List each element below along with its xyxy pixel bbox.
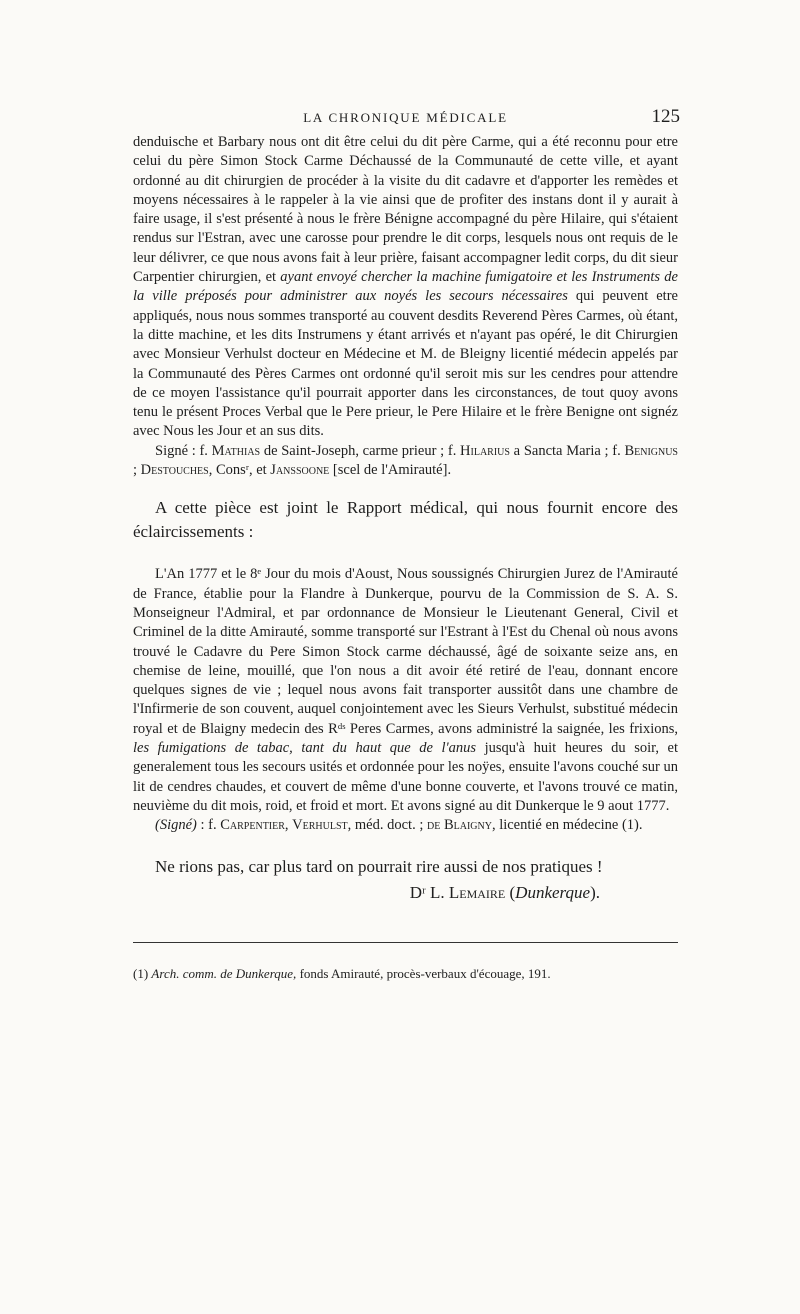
rapport-sig-part-1: : f. bbox=[196, 817, 221, 834]
author-place: Dunkerque bbox=[515, 882, 591, 902]
footnote-italic: Arch. comm. de Dunkerque, bbox=[151, 965, 297, 981]
footnote bbox=[133, 965, 678, 983]
rapport-italic: les fumigations de tabac, tant du haut que de l'anus bbox=[133, 740, 477, 757]
sig-name-janssoone: Janssoone bbox=[270, 462, 330, 479]
rapport-signatures bbox=[133, 816, 678, 835]
sig-name-benignus: Benignus bbox=[624, 442, 678, 459]
proces-verbal-signatures bbox=[133, 442, 678, 481]
proces-verbal-text bbox=[133, 133, 678, 442]
author-signature bbox=[133, 881, 678, 905]
rapport-sig-part-2: , bbox=[284, 817, 293, 834]
footnote-marker: (1) bbox=[133, 965, 152, 981]
footnote-text: fonds Amirauté, procès-verbaux d'écouage, 191. bbox=[296, 965, 551, 981]
running-title: LA CHRONIQUE MÉDICALE bbox=[303, 110, 508, 125]
author-title: Dʳ L. bbox=[409, 882, 449, 902]
intro-paragraph: A cette pièce est joint le Rapport médical, qui nous fournit encore des éclaircissements : bbox=[133, 498, 678, 542]
sig-part-4: ; bbox=[133, 462, 141, 479]
rapport-part-1: L'An 1777 et le 8ᵉ Jour du mois d'Aoust, Nous soussignés Chirurgien Jurez de l'Amirauté de France, établie pour la Flandre à Dunkerque, pourvu de la Commission de S. A. S. Monseigneur l'Admiral, et par ordonnance de Monsieur le Lieutenant General, Civil et Criminel de la ditte Amirauté, somme transporté sur l'Estrant à l'Est du Chenal où nous avons trouvé le Cadavre du Pere Simon Stock carme déchaussé, âgé de soixante seize ans, en chemise de leine, mouillé, que l'on nous a dit avoir été retiré de l'eau, donnant encore quelques signes de vie ; lequel nous avons fait transporter aussitôt dans une chambre de l'Infirmerie de son couvent, auquel conjointement avec les Sieurs Verhulst, substitué médecin royal et de Blaigny medecin des Rᵈˢ Peres Carmes, avons administré la saignée, les frixions, bbox=[133, 566, 678, 737]
running-header bbox=[133, 106, 678, 130]
rapport-medical-text bbox=[133, 565, 678, 816]
sig-part-3: a Sancta Maria ; f. bbox=[509, 442, 625, 459]
author-place-close: ). bbox=[590, 882, 600, 902]
sig-prefix: Signé : f. bbox=[155, 442, 212, 459]
page-number: 125 bbox=[651, 106, 680, 127]
proces-verbal-italic: ayant envoyé chercher la machine fumigatoire et les Instruments de la ville préposés pour administrer aux noyés les secours nécessaires bbox=[133, 269, 678, 305]
rapport-sig-carpentier: Carpentier bbox=[220, 817, 285, 834]
proces-verbal-part-1: denduische et Barbary nous ont dit être celui du dit père Carme, qui a été reconnu pour etre celui du père Simon Stock Carme Déchaussé de la Communauté de cette ville, et ayant ordonné au dit chirurgien de procéder à la visite du dit cadavre et d'apporter les remèdes et moyens nécessaires à le rappeler à la vie ainsi que de profiter des instans dont il y aurait à faire usage, il s'est présenté à nous le frère Bénigne accompagné du père Hilaire, qui s'étaient rendus sur l'Estran, avec une carosse pour prendre le dit corps, lesquels nous ont requis de le leur délivrer, ce que nous avons fait à leur prière, faisant accompagner ledit corps, du dit sieur Carpentier chirurgien, et bbox=[133, 134, 678, 286]
sig-part-6: [scel de l'Amirauté]. bbox=[329, 462, 452, 479]
rapport-part-2: jusqu'à huit heures du soir, et generalement tous les secours usités et ordonnée pour les noÿes, ensuite l'avons couché sur un lit de cendres chaudes, et couvert de même d'une bonne couverte, et l'avons trouvé ce matin, neuvième du dit mois, roid, et froid et mort. Et avons signé au dit Dunkerque le 9 aout 1777. bbox=[133, 740, 679, 814]
rapport-sig-blaigny: de Blaigny bbox=[426, 817, 492, 834]
rapport-signe: (Signé) bbox=[155, 817, 197, 834]
rapport-sig-part-4: , licentié en médecine (1). bbox=[491, 817, 643, 834]
sig-part-2: de Saint-Joseph, carme prieur ; f. bbox=[260, 442, 461, 459]
sig-name-hilarius: Hilarius bbox=[460, 442, 510, 459]
sig-part-5: , Consʳ, et bbox=[208, 462, 271, 479]
author-name: Lemaire bbox=[448, 882, 506, 902]
proces-verbal-part-2: qui peuvent etre appliqués, nous nous sommes transporté au couvent desdits Reverend Pères Carmes, où étant, la ditte machine, et les dits Instrumens y étant arrivés et n'ayant pas opéré, le dit Chirurgien avec Monsieur Verhulst docteur en Médecine et M. de Bleigny licentié médecin appelés par la Communauté des Pères Carmes ont ordonné qu'il seroit mis sur les cendres pour attendre de ce moyen l'assistance qu'il pourrait apporter dans les circonstances, de tout quoy avons tenu le présent Proces Verbal que le Pere prieur, le Pere Hilaire et le frère Benigne ont signéz avec Nous les Jour et an sus dits. bbox=[133, 288, 678, 440]
sig-name-mathias: Mathias bbox=[211, 442, 261, 459]
rapport-sig-part-3: , méd. doct. ; bbox=[347, 817, 427, 834]
page-body bbox=[133, 133, 678, 983]
author-place-open: ( bbox=[505, 882, 516, 902]
rapport-sig-verhulst: Verhulst bbox=[292, 817, 348, 834]
footnote-divider bbox=[133, 942, 678, 943]
closing-paragraph: Ne rions pas, car plus tard on pourrait rire aussi de nos pratiques ! bbox=[155, 856, 603, 876]
sig-name-destouches: Destouches bbox=[140, 462, 209, 479]
